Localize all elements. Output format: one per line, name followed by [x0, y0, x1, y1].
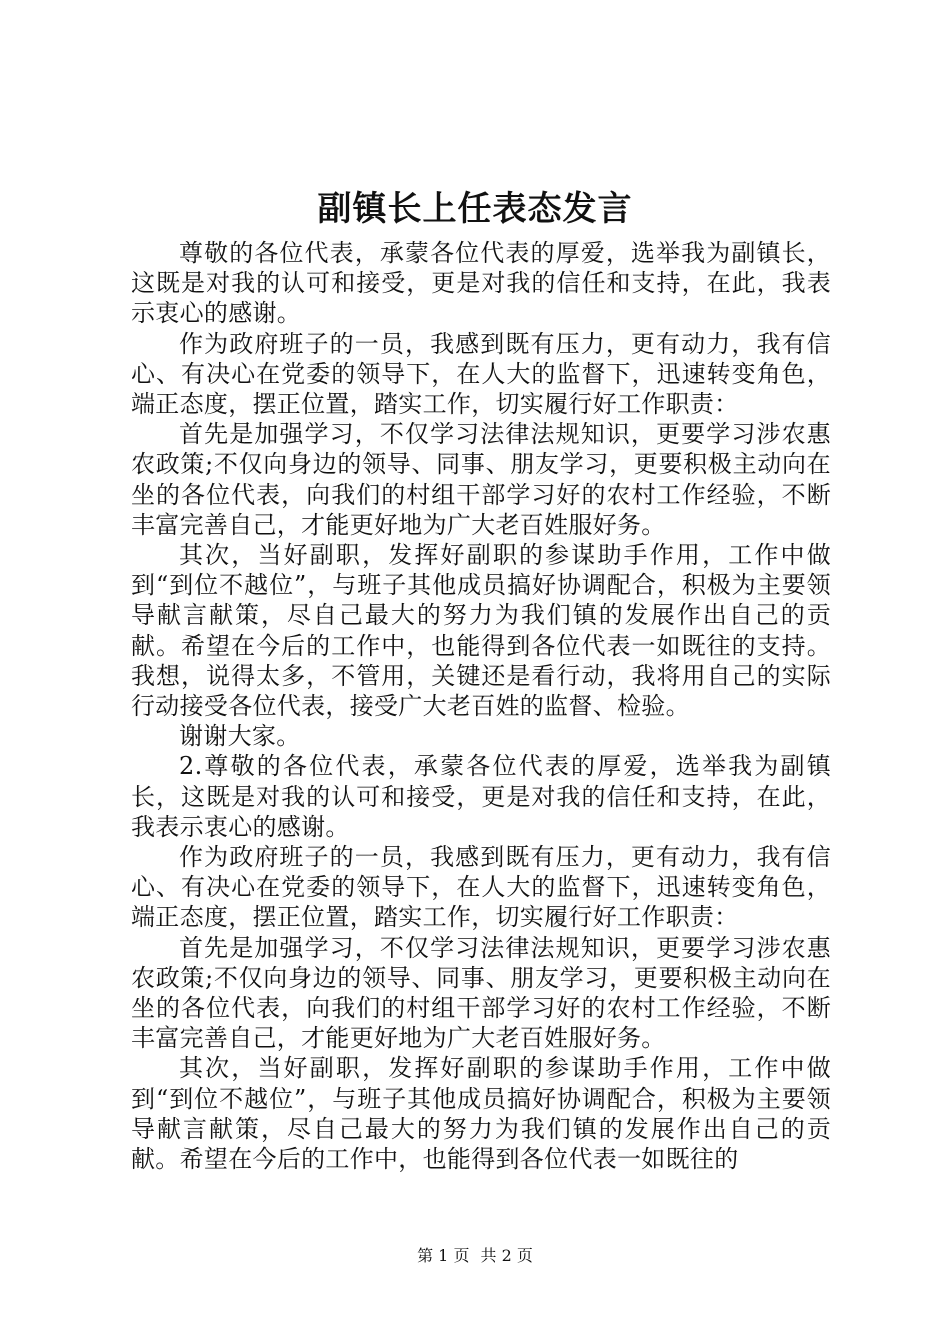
- paragraph: 首先是加强学习，不仅学习法律法规知识，更要学习涉农惠农政策;不仅向身边的领导、同事、朋友学习，更要积极主动向在坐的各位代表，向我们的村组干部学习好的农村工作经验，不断丰富完善自己，才能更好地为广大老百姓服好务。: [131, 933, 831, 1053]
- paragraph: 作为政府班子的一员，我感到既有压力，更有动力，我有信心、有决心在党委的领导下，在人大的监督下，迅速转变角色，端正态度，摆正位置，踏实工作，切实履行好工作职责：: [131, 843, 831, 932]
- document-body: [131, 238, 831, 1174]
- page-total: 共 2 页: [480, 1246, 533, 1265]
- paragraph: 其次，当好副职，发挥好副职的参谋助手作用，工作中做到“到位不越位”，与班子其他成员搞好协调配合，积极为主要领导献言献策，尽自己最大的努力为我们镇的发展作出自己的贡献。希望在今后的工作中，也能得到各位代表一如既往的: [131, 1054, 831, 1174]
- paragraph: 其次，当好副职，发挥好副职的参谋助手作用，工作中做到“到位不越位”，与班子其他成员搞好协调配合，积极为主要领导献言献策，尽自己最大的努力为我们镇的发展作出自己的贡献。希望在今后的工作中，也能得到各位代表一如既往的支持。我想，说得太多，不管用，关键还是看行动，我将用自己的实际行动接受各位代表，接受广大老百姓的监督、检验。: [131, 541, 831, 721]
- paragraph: 首先是加强学习，不仅学习法律法规知识，更要学习涉农惠农政策;不仅向身边的领导、同事、朋友学习，更要积极主动向在坐的各位代表，向我们的村组干部学习好的农村工作经验，不断丰富完善自己，才能更好地为广大老百姓服好务。: [131, 420, 831, 539]
- paragraph: 作为政府班子的一员，我感到既有压力，更有动力，我有信心、有决心在党委的领导下，在人大的监督下，迅速转变角色，端正态度，摆正位置，踏实工作，切实履行好工作职责：: [131, 329, 831, 419]
- document-title: 副镇长上任表态发言: [317, 189, 633, 229]
- page-footer: [0, 1244, 950, 1268]
- paragraph: 2.尊敬的各位代表，承蒙各位代表的厚爱，选举我为副镇长，这既是对我的认可和接受，更是对我的信任和支持，在此，我表示衷心的感谢。: [131, 752, 831, 841]
- paragraph: 尊敬的各位代表，承蒙各位代表的厚爱，选举我为副镇长，这既是对我的认可和接受，更是对我的信任和支持，在此，我表示衷心的感谢。: [131, 239, 831, 328]
- paragraph: 谢谢大家。: [179, 722, 301, 751]
- page-number: 第 1 页: [417, 1246, 470, 1265]
